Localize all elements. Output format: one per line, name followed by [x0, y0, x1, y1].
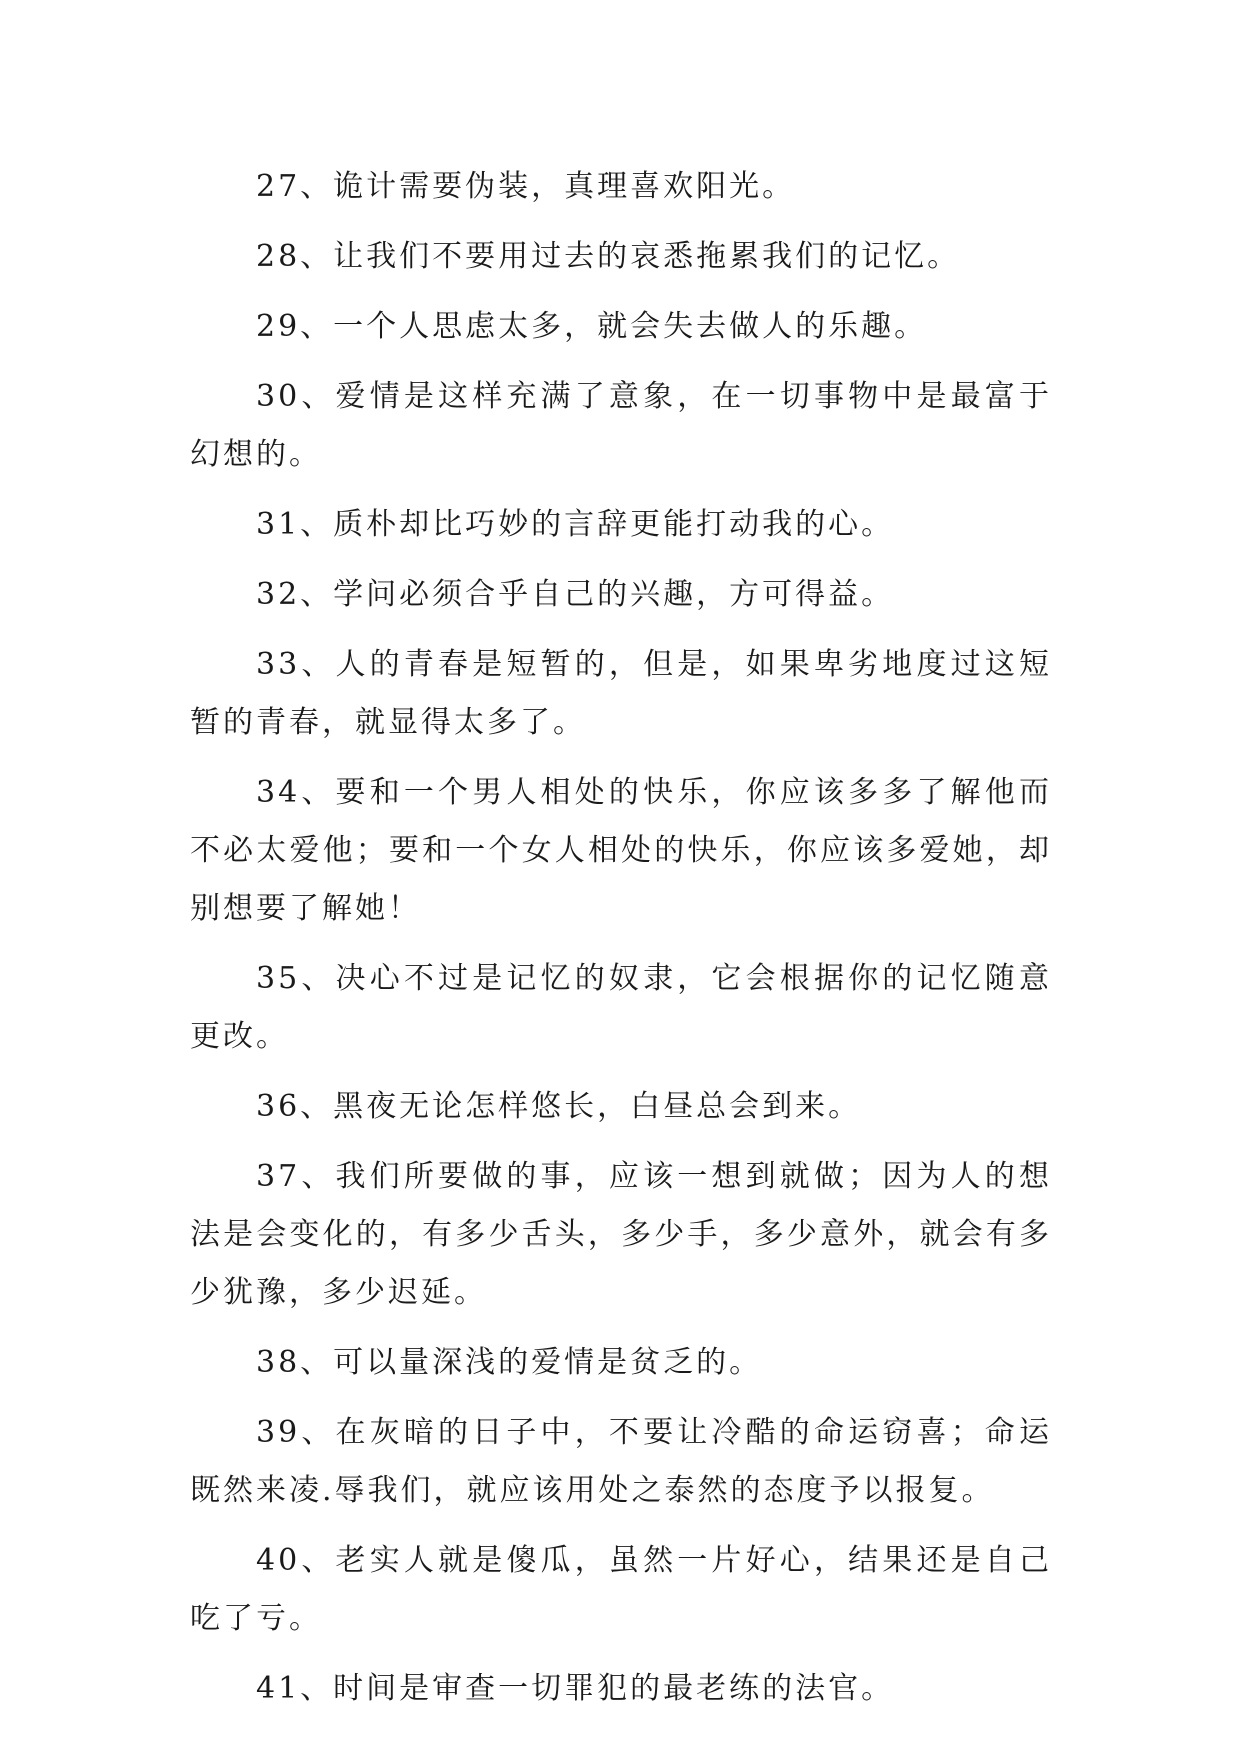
quote-32: 32、学问必须合乎自己的兴趣，方可得益。: [256, 577, 895, 612]
quote-28: 28、让我们不要用过去的哀悉拖累我们的记忆。: [256, 239, 961, 274]
quote-37: 37、我们所要做的事，应该一想到就做；因为人的想法是会变化的，有多少舌头，多少手，多少意外，就会有多少犹豫，多少迟延。: [190, 1159, 1052, 1310]
quote-41: 41、时间是审查一切罪犯的最老练的法官。: [256, 1671, 895, 1706]
quote-27: 27、诡计需要伪装，真理喜欢阳光。: [256, 169, 796, 204]
quote-31: 31、质朴却比巧妙的言辞更能打动我的心。: [256, 507, 895, 542]
quote-39: 39、在灰暗的日子中，不要让冷酷的命运窃喜；命运既然来凌.辱我们，就应该用处之泰然的态度予以报复。: [190, 1415, 1052, 1508]
quote-33: 33、人的青春是短暂的，但是，如果卑劣地度过这短暂的青春，就显得太多了。: [190, 647, 1052, 740]
quotes-list: [190, 158, 1052, 1730]
quote-29: 29、一个人思虑太多，就会失去做人的乐趣。: [256, 309, 928, 344]
quote-35: 35、决心不过是记忆的奴隶，它会根据你的记忆随意更改。: [190, 961, 1052, 1054]
quote-40: 40、老实人就是傻瓜，虽然一片好心，结果还是自己吃了亏。: [190, 1543, 1052, 1636]
quote-30: 30、爱情是这样充满了意象，在一切事物中是最富于幻想的。: [190, 379, 1052, 472]
quote-34: 34、要和一个男人相处的快乐，你应该多多了解他而不必太爱他；要和一个女人相处的快乐，你应该多爱她，却别想要了解她！: [190, 775, 1052, 926]
quote-36: 36、黑夜无论怎样悠长，白昼总会到来。: [256, 1089, 862, 1124]
quote-38: 38、可以量深浅的爱情是贫乏的。: [256, 1345, 763, 1380]
